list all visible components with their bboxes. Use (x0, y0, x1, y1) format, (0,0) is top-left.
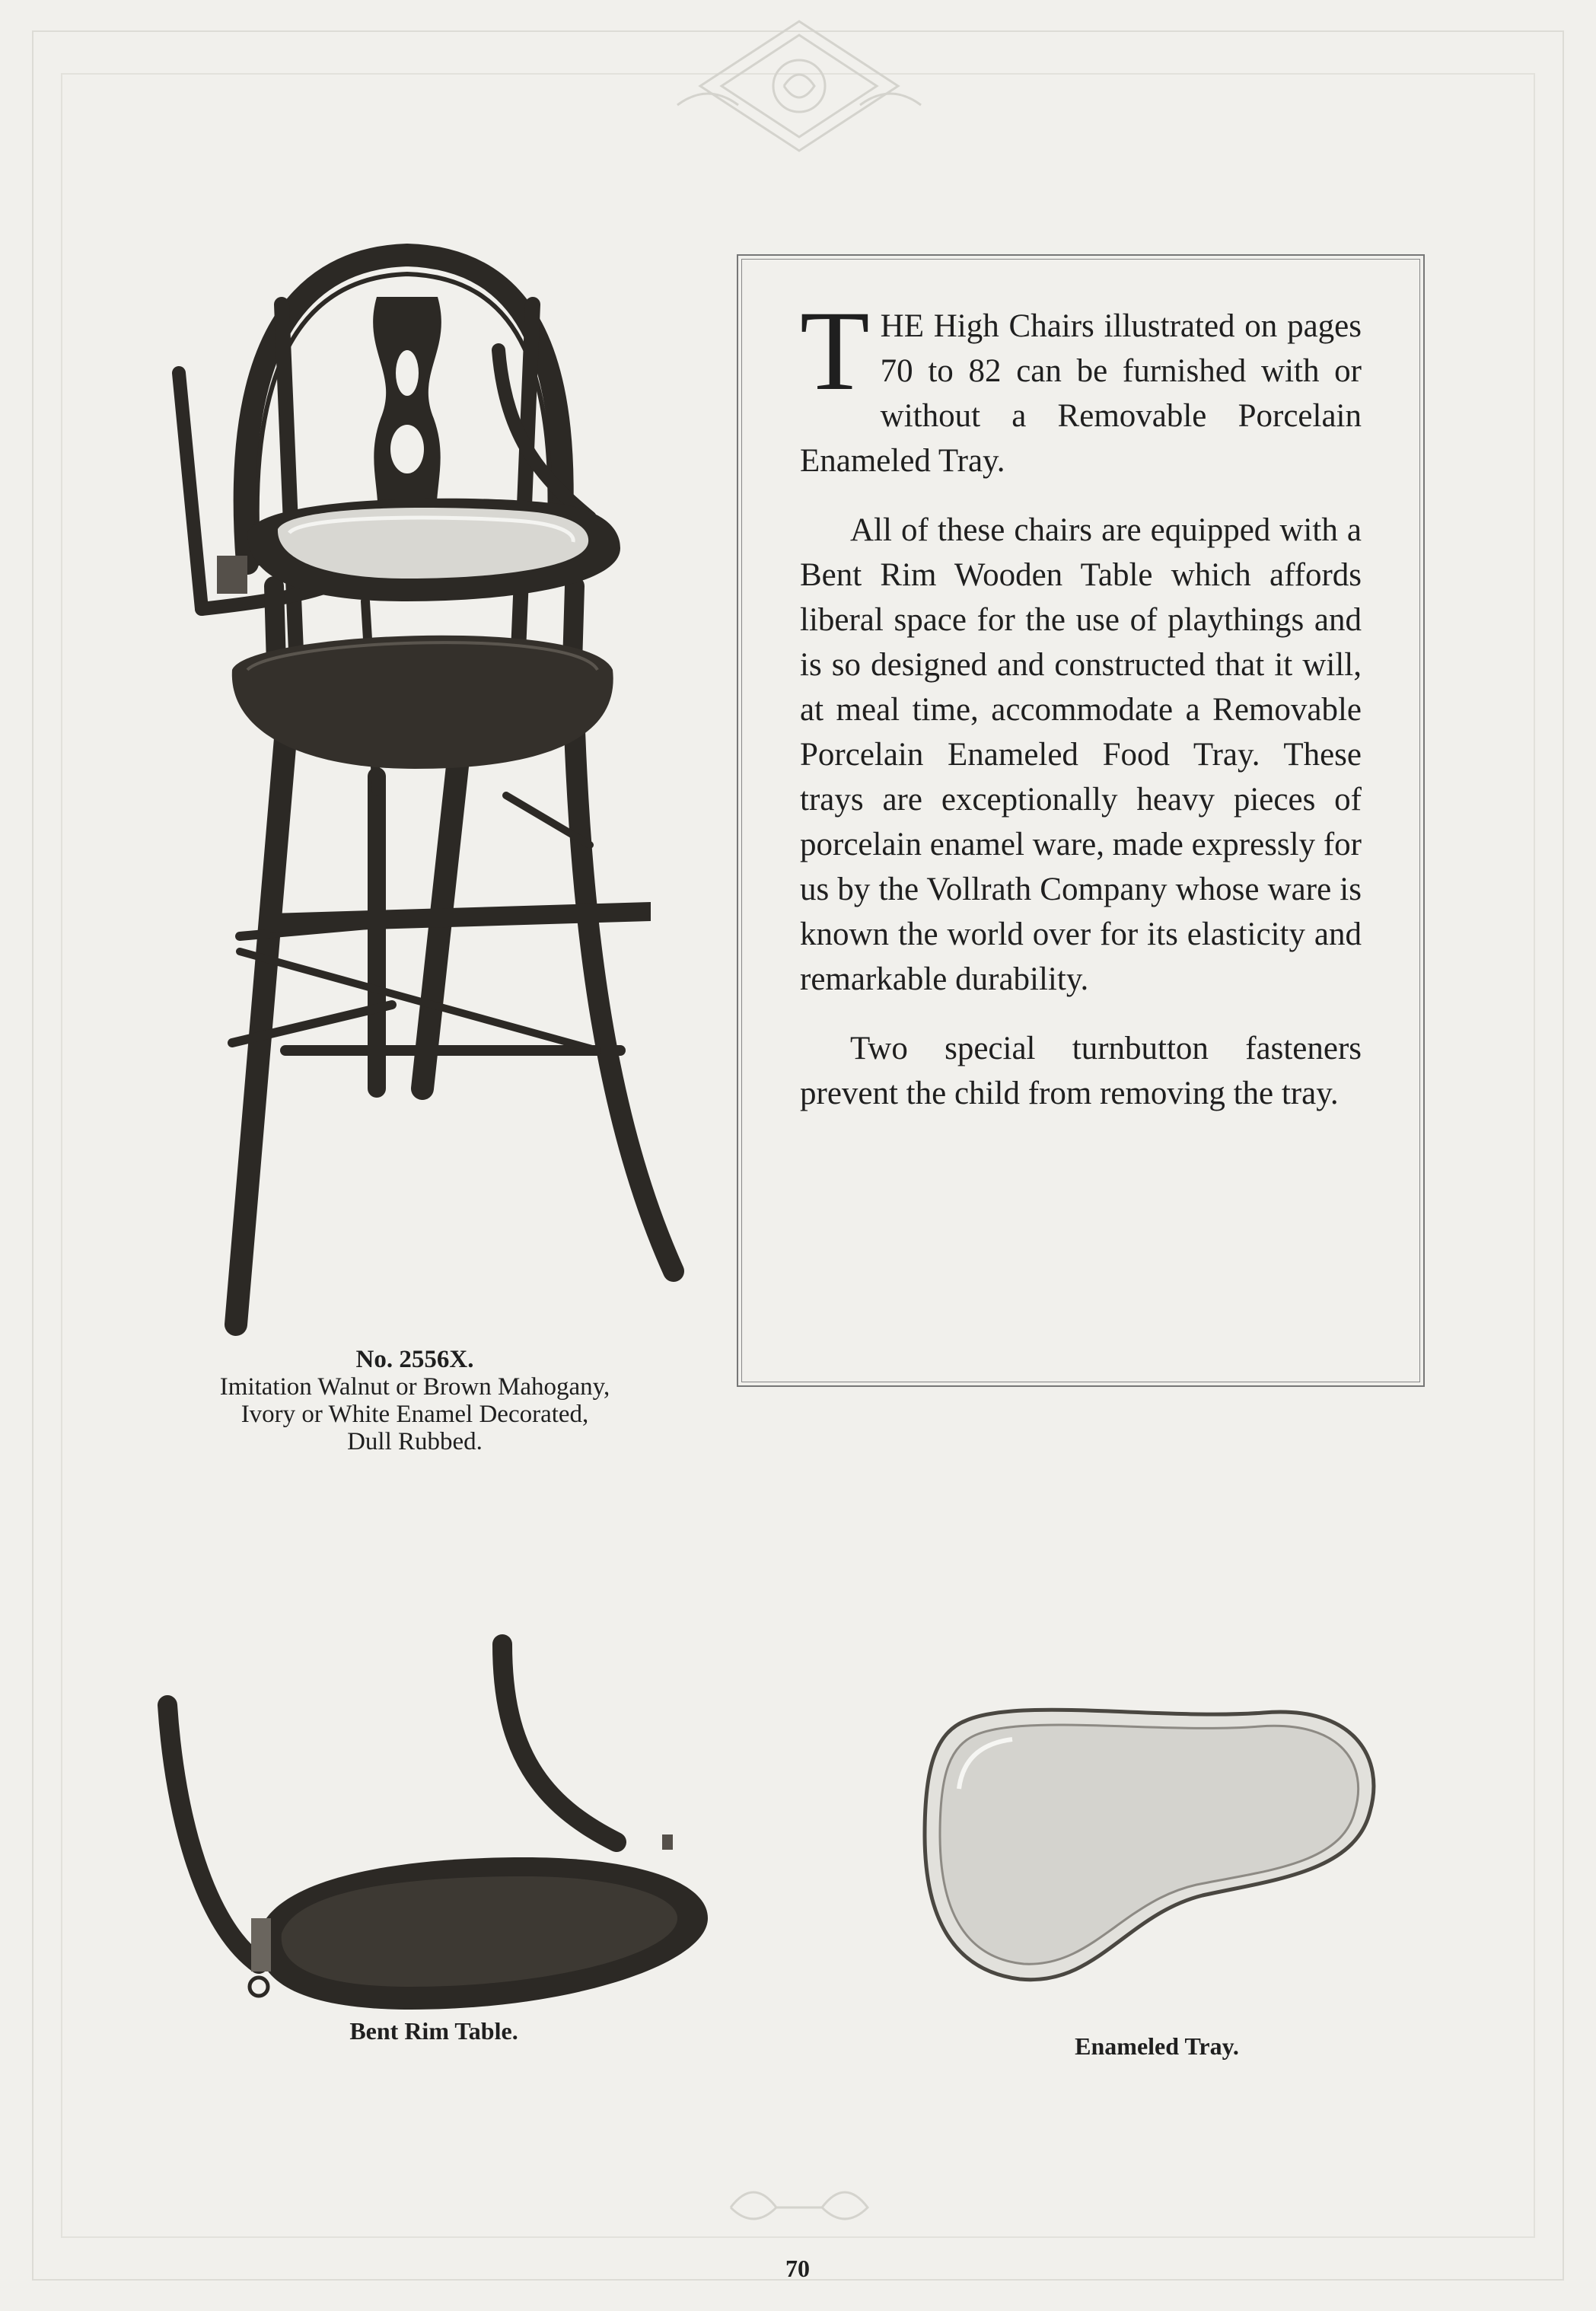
chair-number: No. 2556X. (355, 1346, 474, 1373)
chair-caption (137, 1346, 693, 1455)
enameled-tray-illustration (913, 1697, 1400, 1987)
paragraph-1-text: HE High Chairs illustrated on pages 70 to 82 can be furnished with or without a Removable Porcelain Enameled Tray. (800, 308, 1362, 479)
enameled-tray-caption: Enameled Tray. (1075, 2032, 1239, 2060)
bent-rim-table-caption: Bent Rim Table. (349, 2017, 518, 2045)
description-box (737, 254, 1425, 1387)
high-chair-illustration (148, 244, 712, 1340)
page-number: 70 (785, 2255, 810, 2282)
paragraph-2: All of these chairs are equipped with a Bent Rim Wooden Table which affords liberal space for the use of playthings and is so designed and constructed that it will, at meal time, accommodate a Removable Porcelain Enameled Food Tray. These trays are exceptionally heavy pieces of porcelain enamel ware, made expressly for us by the Vollrath Company whose ware is known the world over for its elasticity and remarkable durability. (800, 512, 1362, 997)
description-box-inner (741, 259, 1420, 1382)
chair-finish-line-1: Imitation Walnut or Brown Mahogany, (219, 1373, 610, 1401)
chair-finish-line-2: Ivory or White Enamel Decorated, (241, 1401, 589, 1428)
paragraph-3: Two special turnbutton fasteners prevent the child from removing the tray. (800, 1031, 1362, 1111)
paragraph-1 (800, 288, 1362, 483)
drop-cap: T (800, 288, 870, 414)
scroll-ornament-icon (715, 2162, 883, 2238)
bent-rim-table-illustration (145, 1629, 723, 2010)
diamond-monogram-logo-icon (670, 14, 929, 158)
chair-finish-line-3: Dull Rubbed. (347, 1428, 483, 1455)
